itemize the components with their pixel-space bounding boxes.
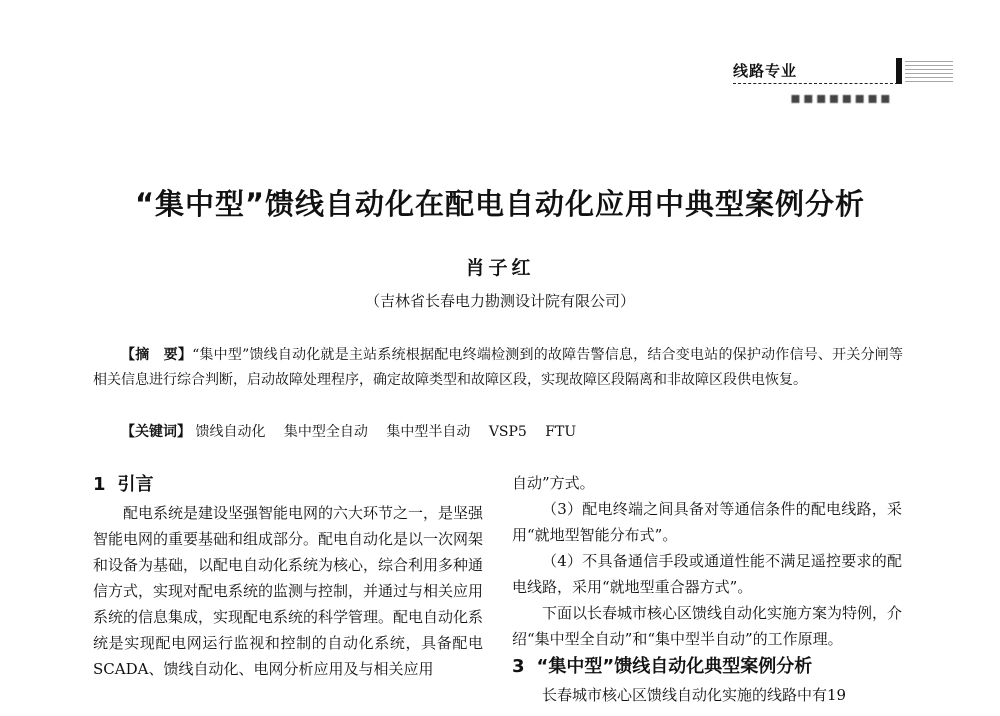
section-number: 3 xyxy=(512,656,525,677)
section-heading-introduction xyxy=(93,470,483,500)
header-decorative-text: ▪▪▪▪▪▪▪▪ xyxy=(790,88,893,107)
section-number: 1 xyxy=(93,474,106,495)
list-item-4: （4）不具备通信手段或通道性能不满足遥控要求的配电线路，采用“就地型重合器方式”。 xyxy=(512,552,902,596)
section-heading-case-analysis xyxy=(512,652,902,682)
paper-author: 肖子红 xyxy=(465,257,535,279)
journal-logo-icon xyxy=(905,60,953,82)
keywords-label: 【关键词】 xyxy=(121,424,191,440)
list-item-3: （3）配电终端之间具备对等通信条件的配电线路，采用“就地型智能分布式”。 xyxy=(512,500,902,544)
abstract-label: 【摘 要】 xyxy=(121,347,193,363)
keyword: VSP5 xyxy=(488,424,527,440)
continuation-text: 自动”方式。 xyxy=(512,474,595,492)
body-paragraph: 配电系统是建设坚强智能电网的六大环节之一，是坚强智能电网的重要基础和组成部分。配电自动化是以一次网架和设备为基础，以配电自动化系统为核心，综合利用多种通信方式，实现对配电系统的监测与控制，并通过与相关应用系统的信息集成，实现配电系统的科学管理。配电自动化系统是实现配电网运行监视和控制的自动化系统，具备配电SCADA、馈线自动化、电网分析应用及与相关应用 xyxy=(93,504,484,678)
author-affiliation: （吉林省长春电力勘测设计院有限公司） xyxy=(364,292,635,310)
keyword: 集中型全自动 xyxy=(283,424,368,440)
right-column xyxy=(512,470,902,708)
keyword: FTU xyxy=(545,424,577,440)
running-header-section: 线路专业 xyxy=(733,62,798,80)
abstract-text: “集中型”馈线自动化就是主站系统根据配电终端检测到的故障告警信息，结合变电站的保护动作信号、开关分闸等相关信息进行综合判断，启动故障处理程序，确定故障类型和故障区段，实现故障区段隔离和非故障区段供电恢复。 xyxy=(93,347,903,388)
section-title: “集中型”馈线自动化典型案例分析 xyxy=(536,656,813,677)
abstract xyxy=(93,343,903,393)
section-title: 引言 xyxy=(117,474,154,495)
keyword: 集中型半自动 xyxy=(386,424,471,440)
paper-title: “集中型”馈线自动化在配电自动化应用中典型案例分析 xyxy=(134,187,866,221)
keywords xyxy=(93,420,903,445)
left-column xyxy=(93,470,483,682)
keyword: 馈线自动化 xyxy=(195,424,266,440)
body-paragraph: 下面以长春城市核心区馈线自动化实施方案为特例，介绍“集中型全自动”和“集中型半自动”的工作原理。 xyxy=(512,604,903,648)
header-divider xyxy=(733,83,898,84)
header-bar-mark xyxy=(896,58,902,84)
body-paragraph: 长春城市核心区馈线自动化实施的线路中有19 xyxy=(542,686,847,704)
